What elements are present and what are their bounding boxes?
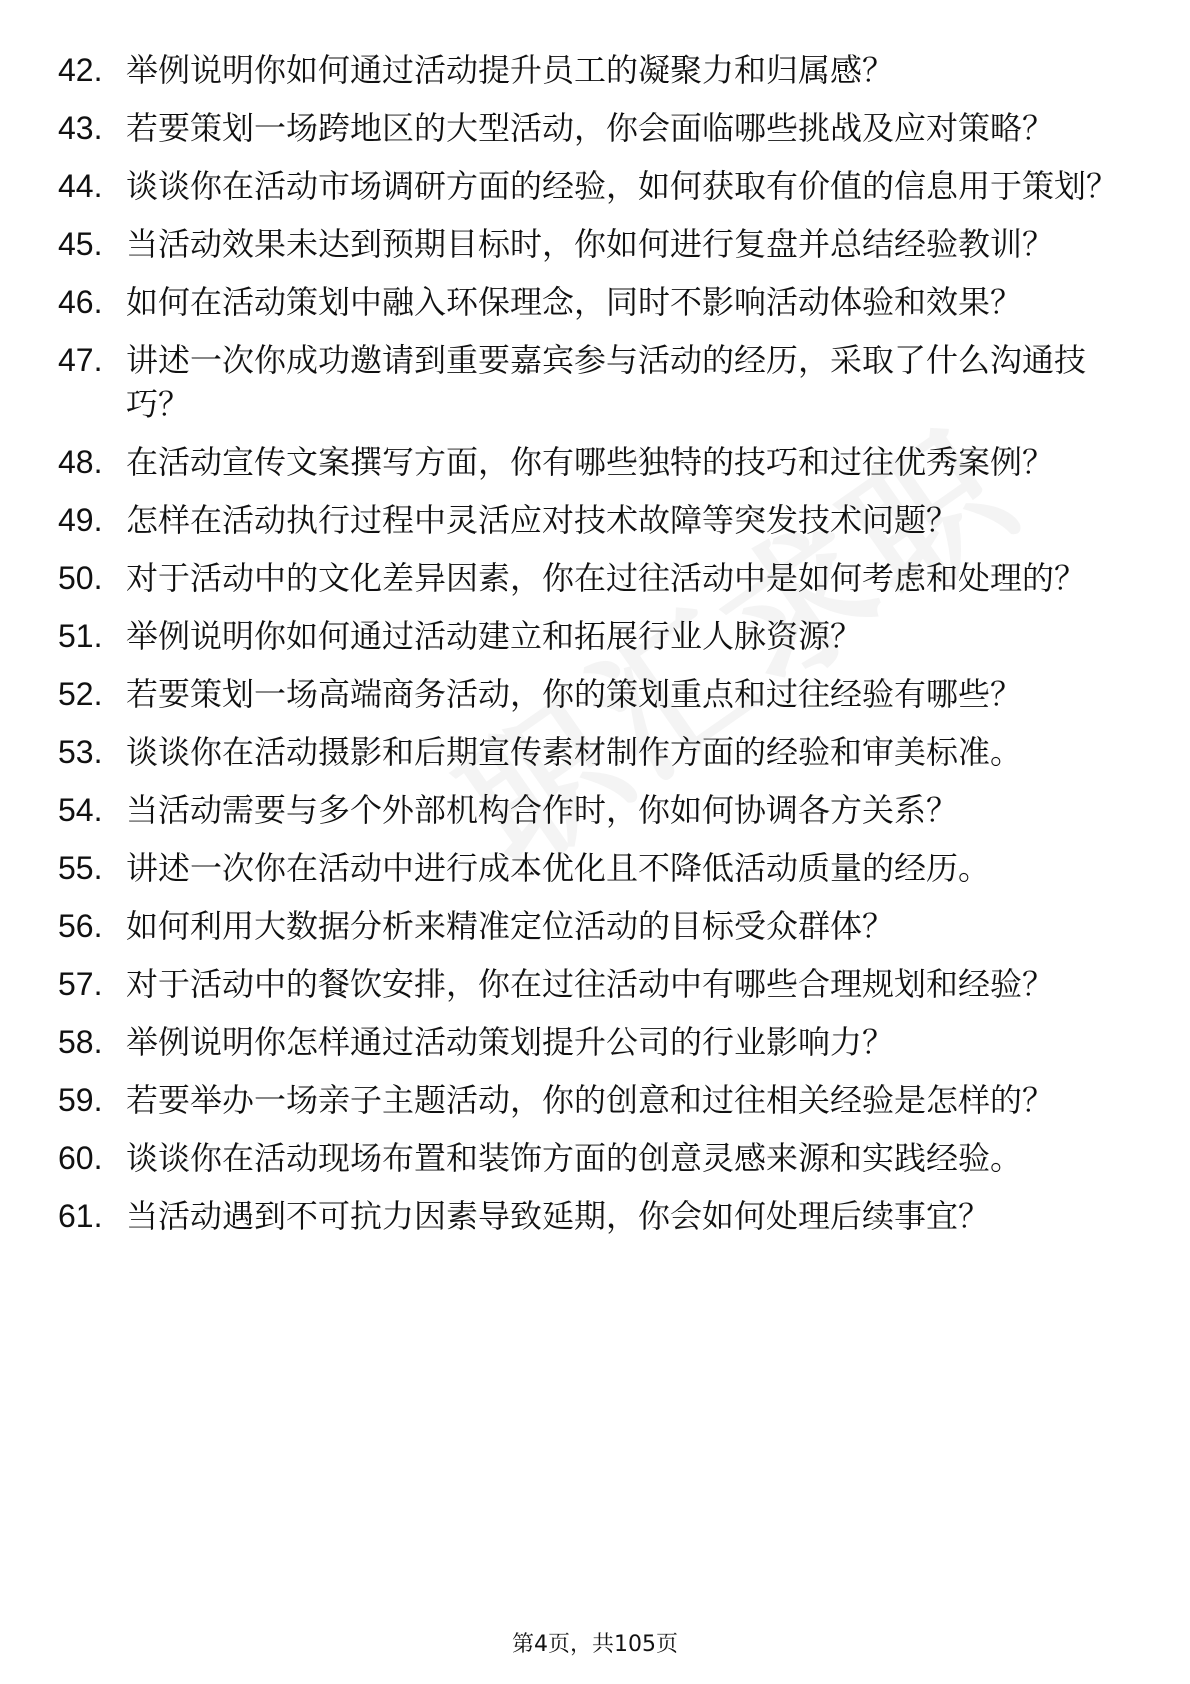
question-text: 如何在活动策划中融入环保理念，同时不影响活动体验和效果？ — [126, 283, 1023, 321]
question-text: 对于活动中的餐饮安排，你在过往活动中有哪些合理规划和经验？ — [126, 965, 1055, 1003]
question-number: 57. — [58, 966, 103, 1002]
page-footer — [0, 1630, 1190, 1660]
question-item — [58, 1020, 1118, 1064]
question-number: 61. — [58, 1198, 103, 1234]
question-number: 43. — [58, 110, 103, 146]
question-item — [58, 1136, 1118, 1180]
question-item — [58, 164, 1118, 208]
question-number: 48. — [58, 444, 103, 480]
question-text: 若要举办一场亲子主题活动，你的创意和过往相关经验是怎样的？ — [126, 1081, 1055, 1119]
question-item — [58, 904, 1118, 948]
question-number: 55. — [58, 850, 103, 886]
question-item — [58, 962, 1118, 1006]
question-item — [58, 498, 1118, 542]
question-item — [58, 1078, 1118, 1122]
question-number: 56. — [58, 908, 103, 944]
question-text: 谈谈你在活动摄影和后期宣传素材制作方面的经验和审美标准。 — [126, 733, 1023, 771]
page-number-label: 第4页，共105页 — [512, 1632, 678, 1657]
question-number: 50. — [58, 560, 103, 596]
question-item — [58, 730, 1118, 774]
question-list — [58, 48, 1118, 1252]
question-number: 45. — [58, 226, 103, 262]
question-number: 60. — [58, 1140, 103, 1176]
question-text: 如何利用大数据分析来精准定位活动的目标受众群体？ — [126, 907, 895, 945]
question-number: 52. — [58, 676, 103, 712]
question-text: 当活动效果未达到预期目标时，你如何进行复盘并总结经验教训？ — [126, 225, 1055, 263]
question-item — [58, 788, 1118, 832]
question-number: 44. — [58, 168, 103, 204]
question-item — [58, 440, 1118, 484]
question-text: 对于活动中的文化差异因素，你在过往活动中是如何考虑和处理的？ — [126, 559, 1087, 597]
question-number: 46. — [58, 284, 103, 320]
question-item — [58, 338, 1118, 426]
question-text: 当活动需要与多个外部机构合作时，你如何协调各方关系？ — [126, 791, 959, 829]
question-number: 58. — [58, 1024, 103, 1060]
question-text: 举例说明你如何通过活动建立和拓展行业人脉资源？ — [126, 617, 863, 655]
question-text: 若要策划一场跨地区的大型活动，你会面临哪些挑战及应对策略？ — [126, 109, 1055, 147]
question-text: 讲述一次你在活动中进行成本优化且不降低活动质量的经历。 — [126, 849, 991, 887]
question-number: 47. — [58, 342, 103, 378]
question-text: 若要策划一场高端商务活动，你的策划重点和过往经验有哪些？ — [126, 675, 1023, 713]
question-item — [58, 48, 1118, 92]
question-text: 讲述一次你成功邀请到重要嘉宾参与活动的经历，采取了什么沟通技巧？ — [126, 341, 1087, 423]
question-item — [58, 280, 1118, 324]
question-text: 举例说明你如何通过活动提升员工的凝聚力和归属感？ — [126, 51, 895, 89]
question-item — [58, 672, 1118, 716]
question-item — [58, 846, 1118, 890]
question-number: 54. — [58, 792, 103, 828]
question-text: 怎样在活动执行过程中灵活应对技术故障等突发技术问题？ — [126, 501, 959, 539]
question-item — [58, 1194, 1118, 1238]
question-text: 谈谈你在活动市场调研方面的经验，如何获取有价值的信息用于策划？ — [126, 167, 1119, 205]
question-number: 59. — [58, 1082, 103, 1118]
question-text: 谈谈你在活动现场布置和装饰方面的创意灵感来源和实践经验。 — [126, 1139, 1023, 1177]
question-text: 在活动宣传文案撰写方面，你有哪些独特的技巧和过往优秀案例？ — [126, 443, 1055, 481]
question-number: 49. — [58, 502, 103, 538]
question-number: 53. — [58, 734, 103, 770]
question-item — [58, 614, 1118, 658]
question-text: 当活动遇到不可抗力因素导致延期，你会如何处理后续事宜？ — [126, 1197, 991, 1235]
question-number: 51. — [58, 618, 103, 654]
question-item — [58, 222, 1118, 266]
question-number: 42. — [58, 52, 103, 88]
question-text: 举例说明你怎样通过活动策划提升公司的行业影响力？ — [126, 1023, 895, 1061]
question-item — [58, 556, 1118, 600]
question-item — [58, 106, 1118, 150]
